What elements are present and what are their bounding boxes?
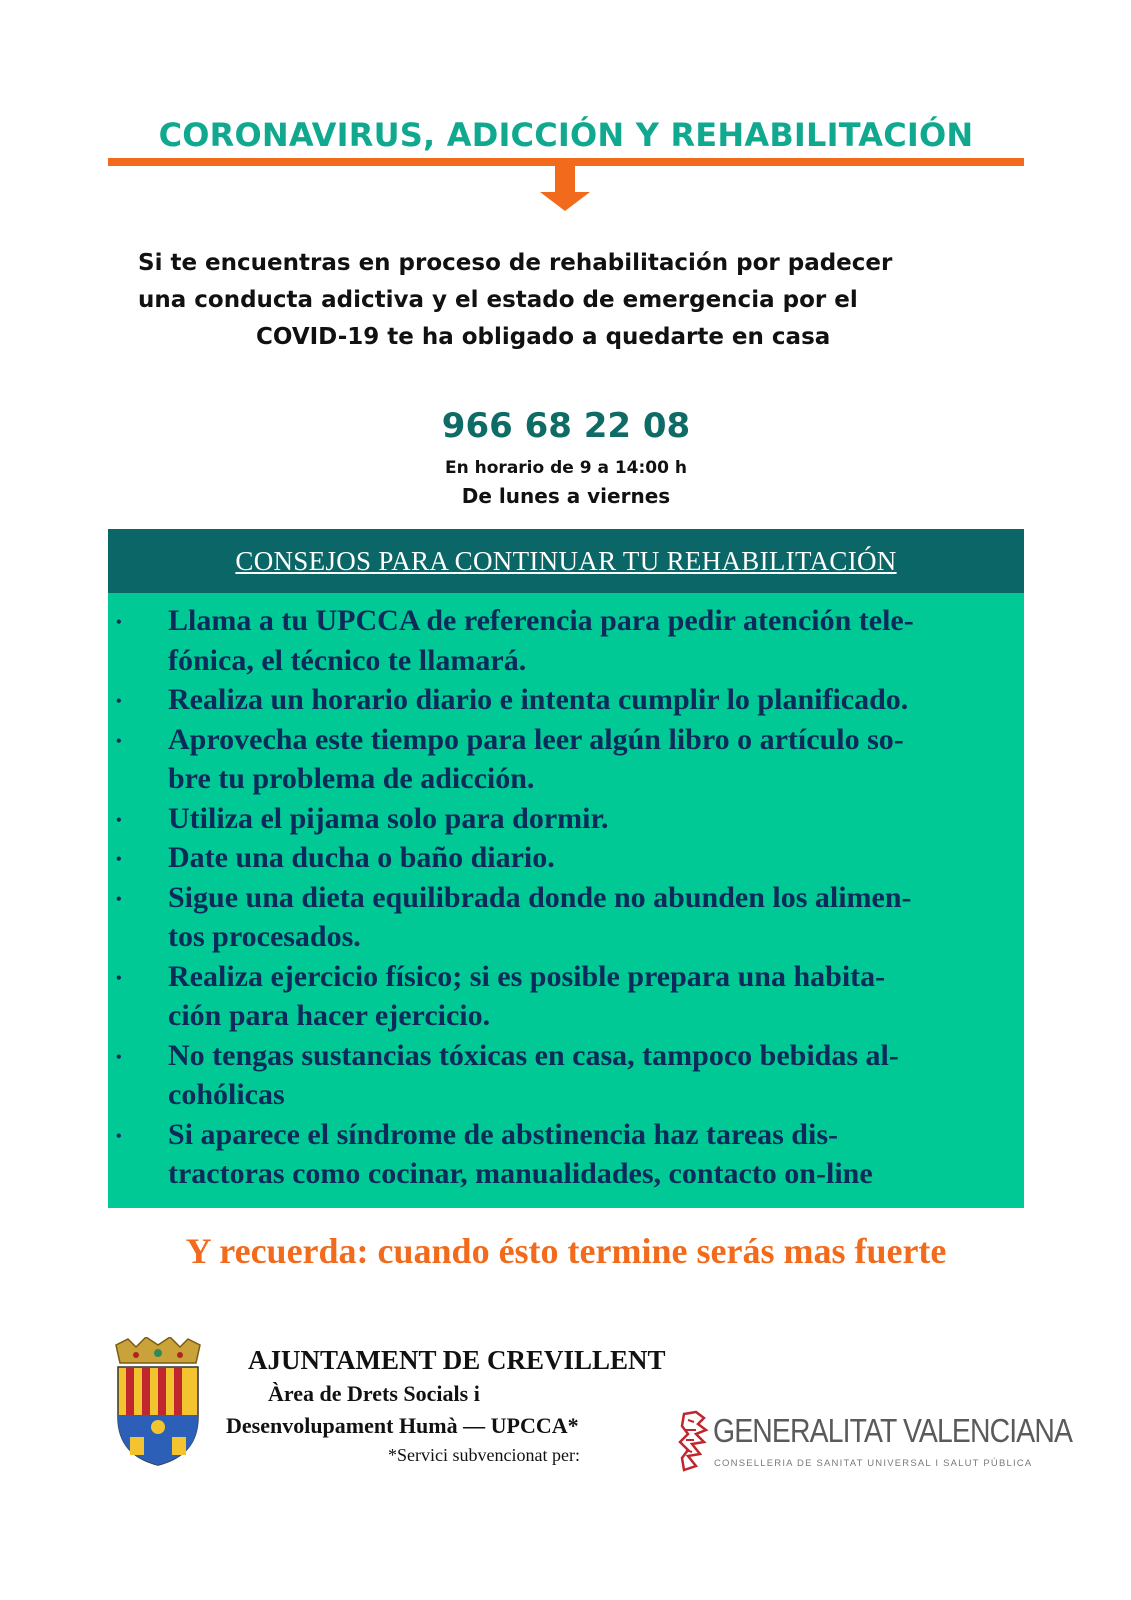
office-hours: En horario de 9 a 14:00 h (445, 458, 687, 478)
intro-text (138, 245, 1008, 356)
tips-box (108, 593, 1024, 1208)
closing-message: Y recuerda: cuando ésto termine serás mas fuerte (185, 1231, 947, 1271)
generalitat-valenciana-bat-logo-icon (678, 1410, 710, 1478)
footer-area-line-2: Desenvolupament Humà — UPCCA* (226, 1413, 579, 1438)
tip-item: • Realiza un horario diario e intenta cumplir lo planificado. (108, 680, 1024, 720)
footer-org-name: AJUNTAMENT DE CREVILLENT (248, 1345, 666, 1375)
gva-name: GENERALITAT VALENCIANA (713, 1412, 1073, 1449)
intro-line-2: una conducta adictiva y el estado de emergencia por el (138, 287, 858, 313)
tip-item: • Utiliza el pijama solo para dormir. (108, 799, 1024, 839)
phone-number: 966 68 22 08 (441, 406, 691, 446)
gva-subtitle: CONSELLERIA DE SANITAT UNIVERSAL I SALUT PÚBLICA (714, 1458, 1033, 1469)
title-underline-rule (108, 158, 1024, 166)
tip-item: • Llama a tu UPCCA de referencia para pedir atención tele- fónica, el técnico te llamará. (108, 601, 1024, 680)
page-title: CORONAVIRUS, ADICCIÓN Y REHABILITACIÓN (158, 116, 974, 154)
tips-list (108, 593, 1024, 1194)
tip-item: • No tengas sustancias tóxicas en casa, tampoco bebidas al- cohólicas (108, 1036, 1024, 1115)
tips-header: CONSEJOS PARA CONTINUAR TU REHABILITACIÓN (235, 545, 897, 576)
footer-area-line-1: Àrea de Drets Socials i (268, 1381, 480, 1406)
office-days: De lunes a viernes (461, 484, 671, 508)
crevillent-coat-of-arms-icon (108, 1337, 208, 1467)
tip-item: • Si aparece el síndrome de abstinencia haz tareas dis- tractoras como cocinar, manualidades, contacto on-line (108, 1115, 1024, 1194)
tip-item: • Sigue una dieta equilibrada donde no abunden los alimen- tos procesados. (108, 878, 1024, 957)
tips-header-band (108, 529, 1024, 593)
tip-item: • Realiza ejercicio físico; si es posible prepara una habita- ción para hacer ejercicio. (108, 957, 1024, 1036)
intro-line-3: COVID-19 te ha obligado a quedarte en casa (256, 324, 831, 350)
footer-servici-note: *Servici subvencionat per: (388, 1445, 580, 1465)
tip-item: • Date una ducha o baño diario. (108, 838, 1024, 878)
intro-line-1: Si te encuentras en proceso de rehabilitación por padecer (138, 250, 893, 276)
down-arrow-icon (540, 166, 590, 212)
tip-item: • Aprovecha este tiempo para leer algún libro o artículo so- bre tu problema de adicción. (108, 720, 1024, 799)
